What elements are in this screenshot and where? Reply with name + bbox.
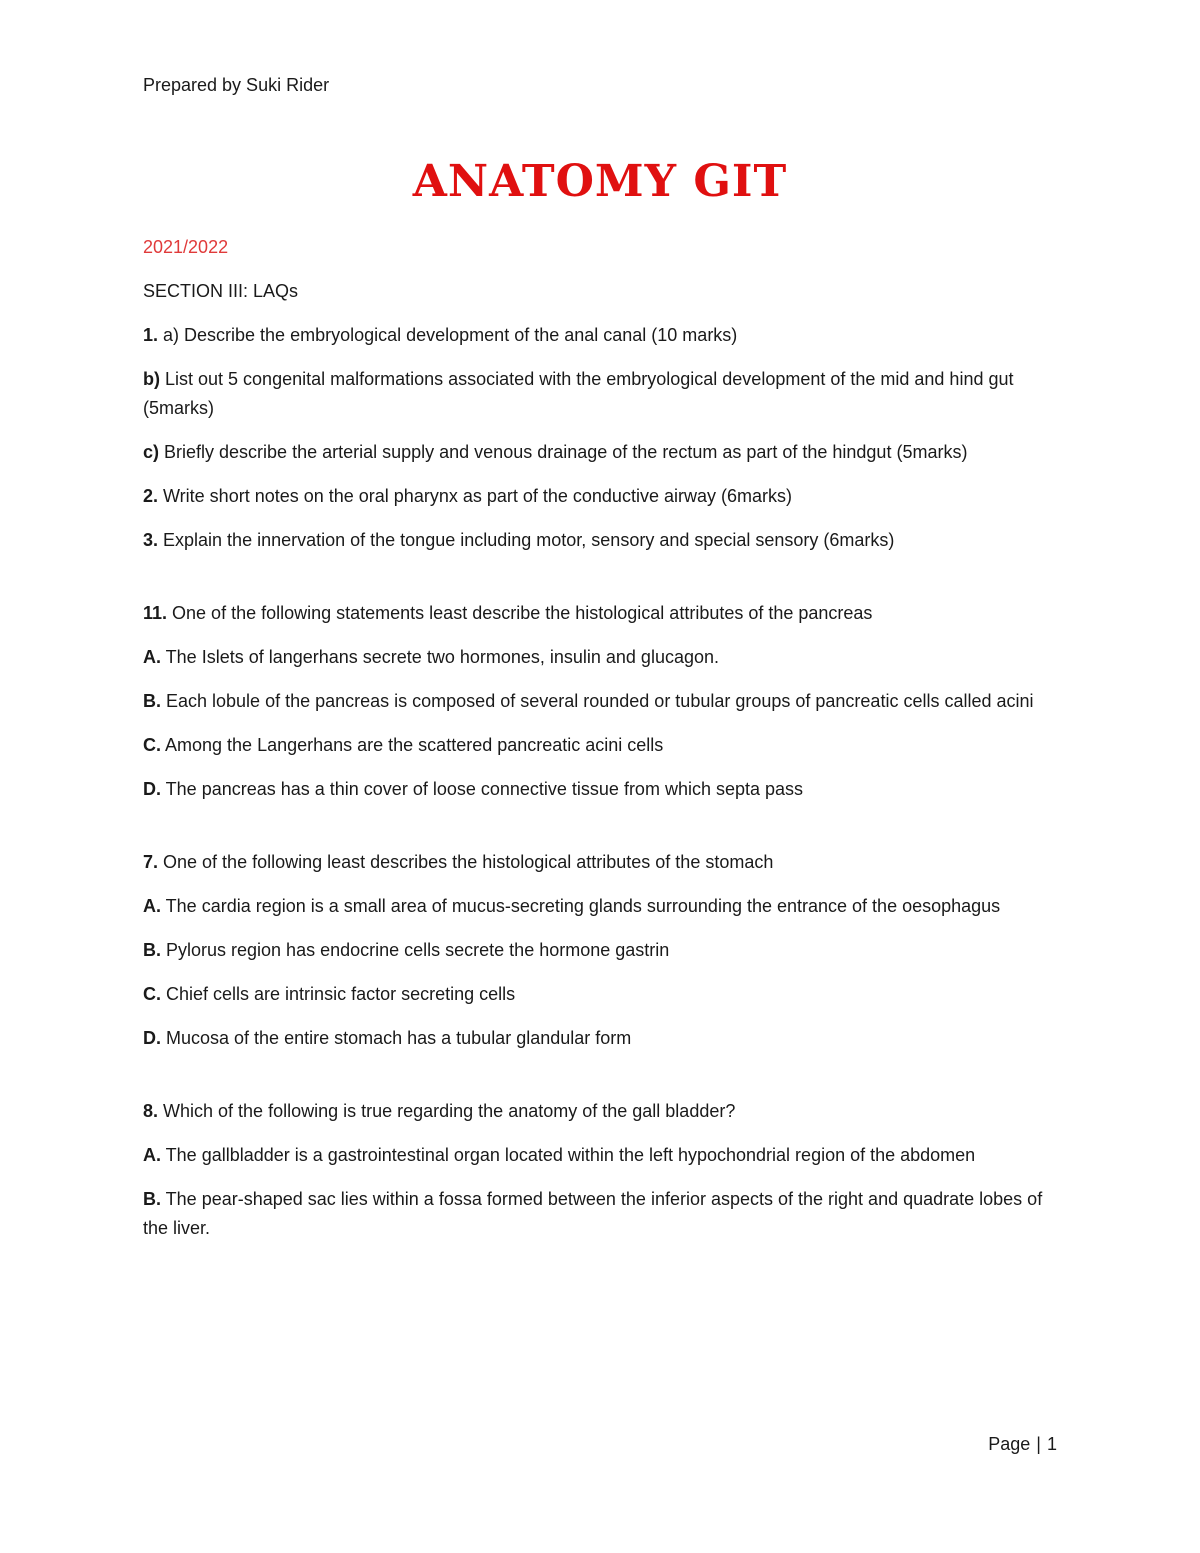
page-footer <box>988 1430 1057 1459</box>
laq-text: Explain the innervation of the tongue including motor, sensory and special sensory (6marks) <box>158 530 895 550</box>
page-number: 1 <box>1046 1434 1057 1454</box>
option-letter: B. <box>143 940 161 960</box>
option-letter: B. <box>143 1189 161 1209</box>
page-label: Page <box>988 1434 1031 1454</box>
question-text: One of the following least describes the histological attributes of the stomach <box>158 852 774 872</box>
mcq-question <box>143 848 1055 1053</box>
answer-option <box>143 643 1055 672</box>
option-letter: A. <box>143 1145 161 1165</box>
answer-option <box>143 731 1055 760</box>
option-text: The gallbladder is a gastrointestinal organ located within the left hypochondrial region of the abdomen <box>161 1145 976 1165</box>
answer-option <box>143 892 1055 921</box>
question-text: One of the following statements least describe the histological attributes of the pancreas <box>167 603 873 623</box>
option-letter: B. <box>143 691 161 711</box>
page-separator: | <box>1036 1434 1041 1454</box>
answer-option <box>143 1185 1055 1243</box>
laq-number: 3. <box>143 530 159 550</box>
option-text: The pear-shaped sac lies within a fossa formed between the inferior aspects of the right and quadrate lobes of the liver. <box>143 1189 1043 1238</box>
section-heading: SECTION III: LAQs <box>143 281 299 301</box>
academic-year: 2021/2022 <box>143 237 229 257</box>
laq-number: b) <box>143 369 160 389</box>
laq-number: c) <box>143 442 160 462</box>
laq-item <box>143 526 1055 555</box>
option-text: Among the Langerhans are the scattered pancreatic acini cells <box>161 735 664 755</box>
question-text: Which of the following is true regarding the anatomy of the gall bladder? <box>158 1101 736 1121</box>
laq-text: Write short notes on the oral pharynx as part of the conductive airway (6marks) <box>158 486 792 506</box>
option-text: The Islets of langerhans secrete two hormones, insulin and glucagon. <box>161 647 719 667</box>
option-letter: A. <box>143 647 161 667</box>
question-number: 7. <box>143 852 159 872</box>
answer-option <box>143 936 1055 965</box>
option-text: Pylorus region has endocrine cells secrete the hormone gastrin <box>161 940 670 960</box>
option-text: The cardia region is a small area of mucus-secreting glands surrounding the entrance of the oesophagus <box>161 896 1001 916</box>
mcq-question <box>143 599 1055 804</box>
laq-text: Briefly describe the arterial supply and venous drainage of the rectum as part of the hindgut (5marks) <box>159 442 968 462</box>
laq-item <box>143 321 1055 350</box>
option-text: Mucosa of the entire stomach has a tubular glandular form <box>161 1028 632 1048</box>
option-text: Chief cells are intrinsic factor secreting cells <box>161 984 516 1004</box>
laq-item <box>143 365 1055 423</box>
answer-option <box>143 1024 1055 1053</box>
document-body <box>143 233 1055 1258</box>
question-number: 11. <box>143 603 168 623</box>
answer-option <box>143 687 1055 716</box>
laq-number: 2. <box>143 486 159 506</box>
question-stem <box>143 599 1055 628</box>
option-letter: C. <box>143 984 161 1004</box>
spacer <box>143 819 1055 848</box>
mcq-question <box>143 1097 1055 1243</box>
laq-text: List out 5 congenital malformations associated with the embryological development of the mid and hind gut (5marks) <box>143 369 1014 418</box>
option-text: Each lobule of the pancreas is composed of several rounded or tubular groups of pancreatic cells called acini <box>161 691 1034 711</box>
laq-number: 1. <box>143 325 159 345</box>
option-letter: A. <box>143 896 161 916</box>
question-number: 8. <box>143 1101 159 1121</box>
laq-item <box>143 438 1055 467</box>
option-letter: D. <box>143 779 161 799</box>
question-stem <box>143 1097 1055 1126</box>
answer-option <box>143 980 1055 1009</box>
answer-option <box>143 775 1055 804</box>
document-title: ANATOMY GIT <box>412 156 788 207</box>
page-header: Prepared by Suki Rider <box>143 75 330 95</box>
option-letter: C. <box>143 735 161 755</box>
question-stem <box>143 848 1055 877</box>
option-text: The pancreas has a thin cover of loose connective tissue from which septa pass <box>161 779 804 799</box>
spacer <box>143 570 1055 599</box>
answer-option <box>143 1141 1055 1170</box>
spacer <box>143 1068 1055 1097</box>
laq-item <box>143 482 1055 511</box>
laq-text: a) Describe the embryological development of the anal canal (10 marks) <box>158 325 738 345</box>
option-letter: D. <box>143 1028 161 1048</box>
